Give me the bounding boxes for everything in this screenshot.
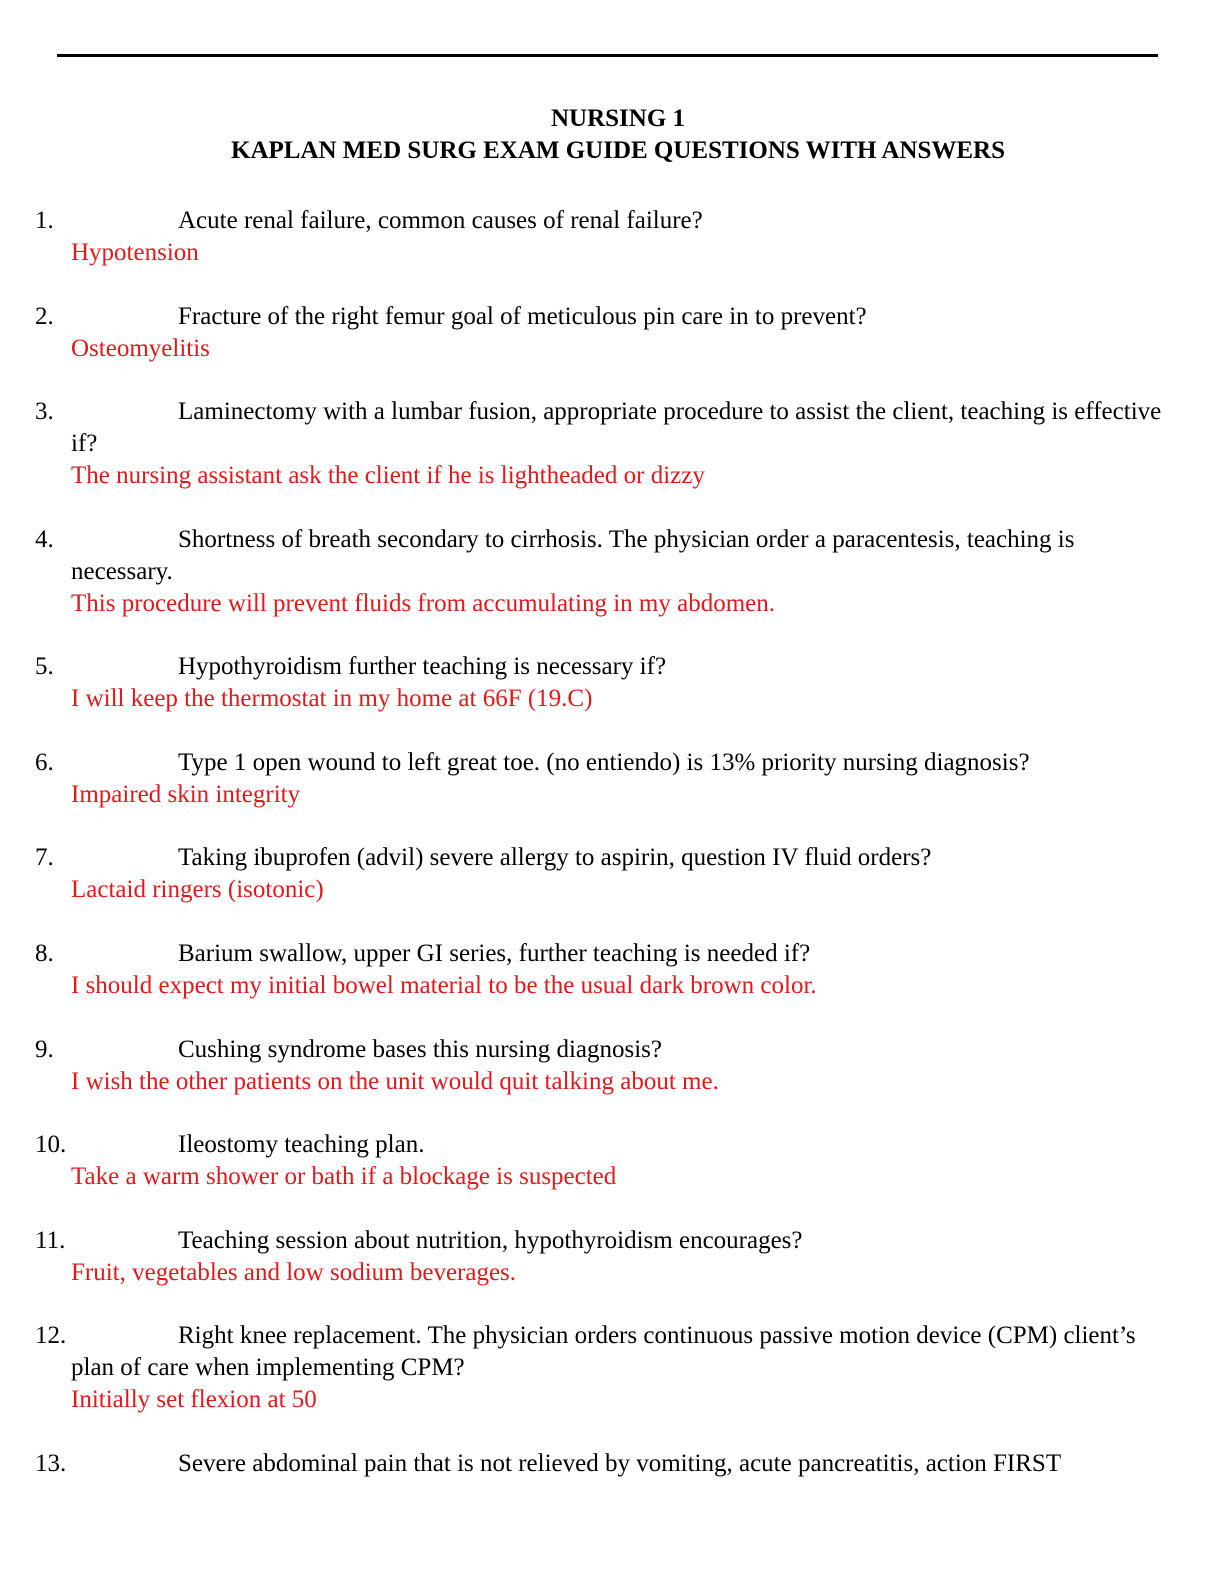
question-number: 1. [35,207,54,234]
question-number: 3. [35,398,54,425]
question-text: Hypothyroidism further teaching is necessary if? [178,653,667,680]
answer-text: This procedure will prevent fluids from accumulating in my abdomen. [71,590,775,617]
question [35,1225,1171,1257]
question-text: Severe abdominal pain that is not relieved by vomiting, acute pancreatitis, action FIRST [178,1450,1062,1477]
question-number: 2. [35,303,54,330]
qa-item-10 [35,1129,1171,1193]
question [35,1448,1171,1480]
question-number: 13. [35,1450,67,1477]
qa-item-1 [35,205,1171,269]
answer-text: Take a warm shower or bath if a blockage is suspected [71,1163,617,1190]
question-number: 11. [35,1227,66,1254]
question-number: 8. [35,940,54,967]
answer-text: Hypotension [71,239,199,266]
qa-item-9 [35,1034,1171,1098]
document-subtitle: KAPLAN MED SURG EXAM GUIDE QUESTIONS WITH ANSWERS [231,137,1005,164]
question-text: Shortness of breath secondary to cirrhosis. The physician order a paracentesis, teaching is necessary. [71,526,1075,585]
qa-item-4 [35,524,1171,620]
answer-text: Osteomyelitis [71,335,210,362]
question [35,842,1171,874]
question-number: 5. [35,653,54,680]
question-text: Barium swallow, upper GI series, further teaching is needed if? [178,940,811,967]
question [35,747,1171,779]
question [35,396,1171,460]
question [35,301,1171,333]
question-number: 9. [35,1036,54,1063]
qa-item-11 [35,1225,1171,1289]
question-text: Taking ibuprofen (advil) severe allergy to aspirin, question IV fluid orders? [178,844,932,871]
question-text: Laminectomy with a lumbar fusion, appropriate procedure to assist the client, teaching is effective if? [71,398,1162,457]
answer-text: I wish the other patients on the unit would quit talking about me. [71,1068,719,1095]
answer-text: I will keep the thermostat in my home at 66F (19.C) [71,685,593,712]
top-rule [57,54,1158,57]
question-number: 10. [35,1131,67,1158]
answer-text: The nursing assistant ask the client if he is lightheaded or dizzy [71,462,705,489]
question-text: Teaching session about nutrition, hypothyroidism encourages? [178,1227,803,1254]
question-text: Acute renal failure, common causes of renal failure? [178,207,703,234]
question [35,205,1171,237]
question-number: 4. [35,526,54,553]
document-title: NURSING 1 [550,105,686,132]
question-text: Type 1 open wound to left great toe. (no entiendo) is 13% priority nursing diagnosis? [178,749,1030,776]
qa-item-5 [35,651,1171,715]
answer-text: I should expect my initial bowel material to be the usual dark brown color. [71,972,817,999]
qa-item-2 [35,301,1171,365]
question-number: 12. [35,1322,67,1349]
answer-text: Fruit, vegetables and low sodium beverages. [71,1259,517,1286]
answer-text: Initially set flexion at 50 [71,1386,317,1413]
question [35,524,1171,588]
qa-item-6 [35,747,1171,811]
question [35,651,1171,683]
qa-item-8 [35,938,1171,1002]
question-text: Right knee replacement. The physician orders continuous passive motion device (CPM) client’s plan of care when implementing CPM? [71,1322,1136,1381]
question-number: 6. [35,749,54,776]
question-number: 7. [35,844,54,871]
question-text: Fracture of the right femur goal of meticulous pin care in to prevent? [178,303,867,330]
qa-item-13 [35,1448,1171,1480]
qa-item-7 [35,842,1171,906]
question-text: Ileostomy teaching plan. [178,1131,425,1158]
question [35,1034,1171,1066]
qa-item-12 [35,1320,1171,1416]
answer-text: Impaired skin integrity [71,781,301,808]
qa-item-3 [35,396,1171,492]
question [35,1129,1171,1161]
answer-text: Lactaid ringers (isotonic) [71,876,324,903]
question [35,938,1171,970]
question [35,1320,1171,1384]
question-text: Cushing syndrome bases this nursing diagnosis? [178,1036,663,1063]
